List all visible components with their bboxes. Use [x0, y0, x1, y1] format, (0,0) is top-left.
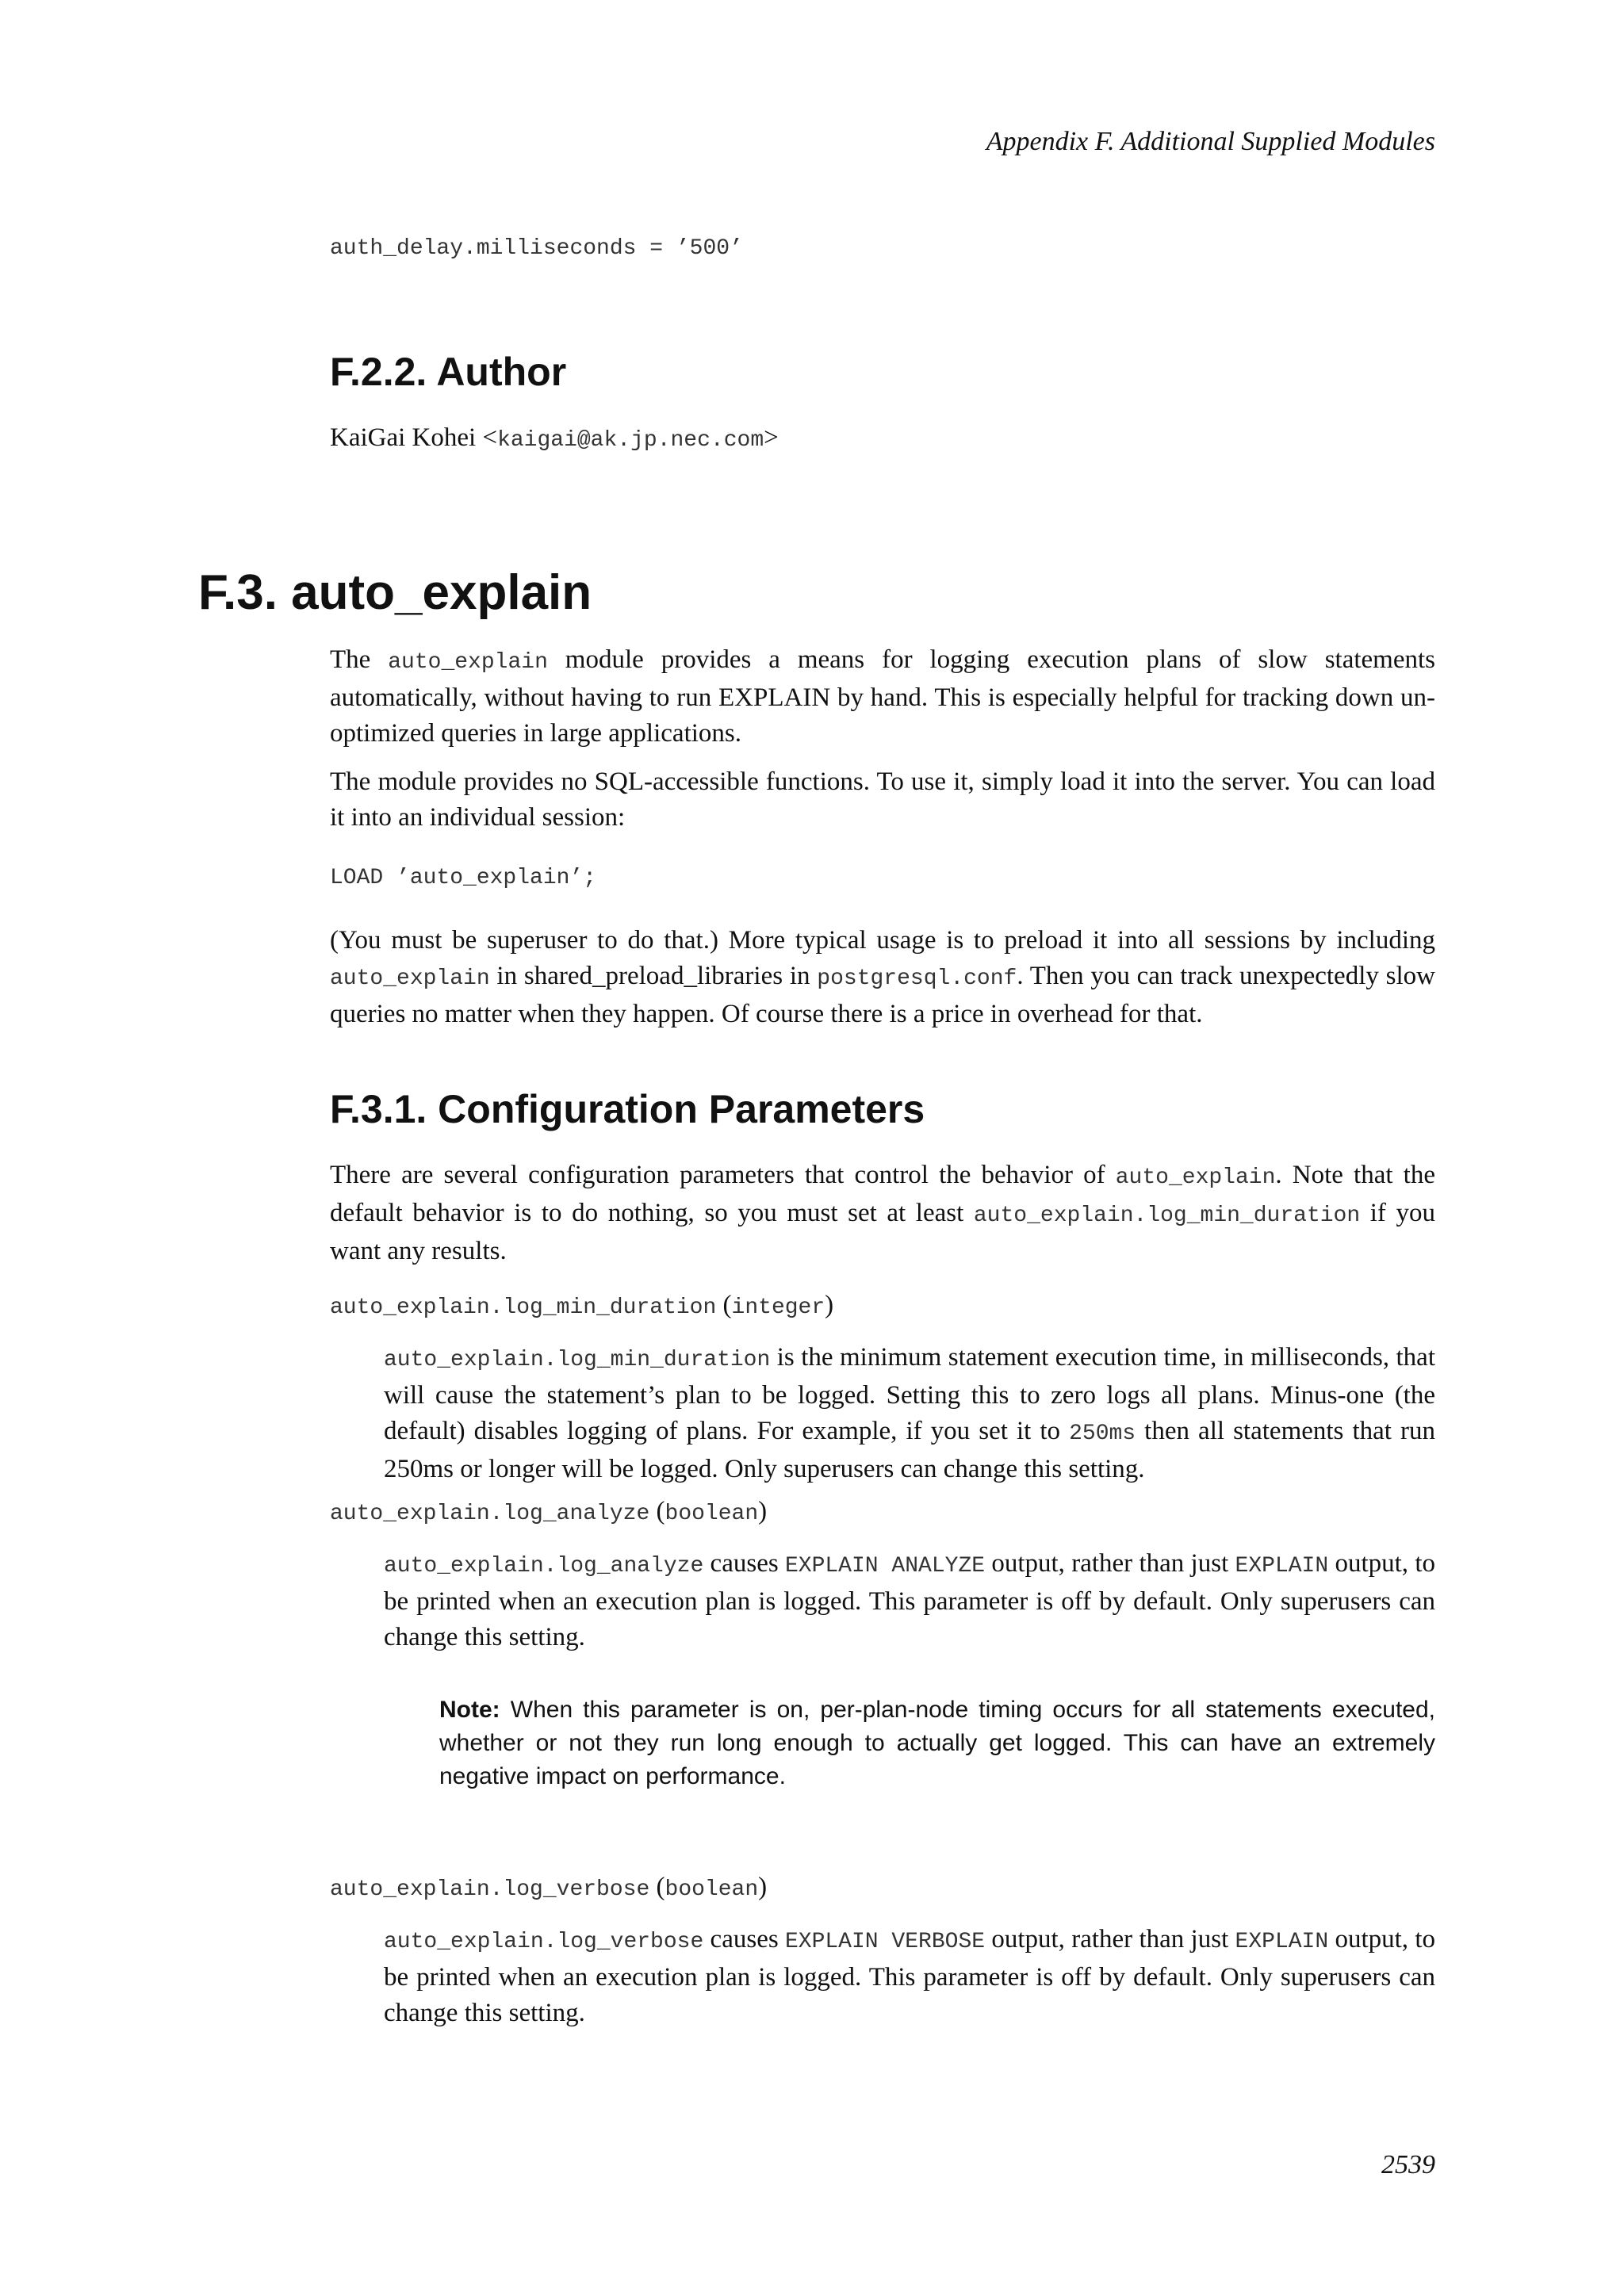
text: output, to be printed when an execution plan is logged. This parameter is off by default. Only superusers can change this setting. — [384, 1549, 1435, 1651]
note-label: Note: — [439, 1697, 500, 1723]
text: if you want any results. — [330, 1199, 1435, 1265]
text: output, rather than just — [985, 1925, 1235, 1954]
inline-code: postgresql.conf — [817, 966, 1017, 991]
param-term-log-verbose: auto_explain.log_verbose (boolean) — [330, 1873, 768, 1902]
note-box — [439, 1693, 1435, 1793]
inline-code: EXPLAIN — [1235, 1930, 1329, 1954]
inline-code: auto_explain.log_min_duration — [384, 1348, 771, 1372]
text: . Then you can track unexpectedly slow queries no matter when they happen. Of course there is a price in overhead for that. — [330, 962, 1435, 1028]
param-term-log-min-duration: auto_explain.log_min_duration (integer) — [330, 1291, 834, 1320]
inline-code: EXPLAIN — [1235, 1554, 1329, 1578]
inline-code: auto_explain.log_verbose — [384, 1930, 704, 1954]
text: The — [330, 645, 389, 674]
author-email: kaigai@ak.jp.nec.com — [497, 428, 764, 453]
heading-auto-explain: F.3. auto_explain — [198, 565, 592, 620]
param-name: auto_explain.log_analyze — [330, 1502, 650, 1526]
text: causes — [703, 1549, 785, 1578]
author-close: > — [764, 423, 779, 452]
author-line — [330, 420, 1435, 458]
inline-code: 250ms — [1069, 1422, 1136, 1446]
text: (You must be superuser to do that.) More typical usage is to preload it into all sessions by including — [330, 926, 1435, 955]
author-name: KaiGai Kohei < — [330, 423, 498, 452]
text: in shared_preload_libraries in — [489, 962, 818, 990]
page-number: 2539 — [1381, 2150, 1435, 2179]
text: . Note that the default behavior is to do nothing, so you must set at least — [330, 1161, 1435, 1227]
inline-code: auto_explain — [388, 650, 548, 675]
param-term-log-analyze: auto_explain.log_analyze (boolean) — [330, 1497, 768, 1526]
code-auth-delay: auth_delay.milliseconds = ’500’ — [330, 236, 743, 261]
param-name: auto_explain.log_verbose — [330, 1877, 650, 1902]
text: module provides a means for logging execution plans of slow statements automatically, without having to run EXPLAIN by hand. This is especially helpful for tracking down un-optimized queries in large applications. — [330, 645, 1435, 748]
param-type: boolean — [665, 1877, 759, 1902]
text: then all statements that run 250ms or longer will be logged. Only superusers can change this setting. — [384, 1417, 1435, 1483]
param-desc-log-analyze — [384, 1546, 1435, 1655]
text: There are several configuration parameters that control the behavior of — [330, 1161, 1116, 1189]
text: causes — [703, 1925, 785, 1954]
paragraph-intro — [330, 642, 1435, 752]
text: output, rather than just — [985, 1549, 1235, 1578]
inline-code: EXPLAIN VERBOSE — [784, 1930, 986, 1954]
note-text: When this parameter is on, per-plan-node timing occurs for all statements executed, whether or not they run long enough to actually get logged. This can have an extremely negative impact on performance. — [439, 1697, 1435, 1789]
text: output, to be printed when an execution plan is logged. This parameter is off by default. Only superusers can change this setting. — [384, 1925, 1435, 2027]
param-type: integer — [731, 1295, 825, 1320]
inline-code: EXPLAIN ANALYZE — [784, 1554, 986, 1578]
param-type: boolean — [665, 1502, 759, 1526]
inline-code: auto_explain — [330, 966, 490, 991]
inline-code: auto_explain.log_min_duration — [973, 1203, 1361, 1228]
inline-code: auto_explain.log_analyze — [384, 1554, 704, 1578]
param-name: auto_explain.log_min_duration — [330, 1295, 717, 1320]
paragraph-config-intro — [330, 1158, 1435, 1269]
param-desc-log-min-duration — [384, 1340, 1435, 1487]
inline-code: auto_explain — [1115, 1165, 1276, 1190]
running-header: Appendix F. Additional Supplied Modules — [986, 127, 1435, 156]
param-desc-log-verbose — [384, 1922, 1435, 2031]
heading-author: F.2.2. Author — [330, 350, 567, 394]
heading-config: F.3.1. Configuration Parameters — [330, 1087, 925, 1131]
code-load: LOAD ’auto_explain’; — [330, 866, 597, 890]
text: is the minimum statement execution time, in milliseconds, that will cause the statement’s plan to be logged. Setting this to zero logs all plans. Minus-one (the default) disables logging of plans. For example, if you set it to — [384, 1343, 1435, 1445]
paragraph-preload — [330, 923, 1435, 1032]
paragraph-load: The module provides no SQL-accessible functions. To use it, simply load it into the server. You can load it into an individual session: — [330, 767, 1435, 832]
